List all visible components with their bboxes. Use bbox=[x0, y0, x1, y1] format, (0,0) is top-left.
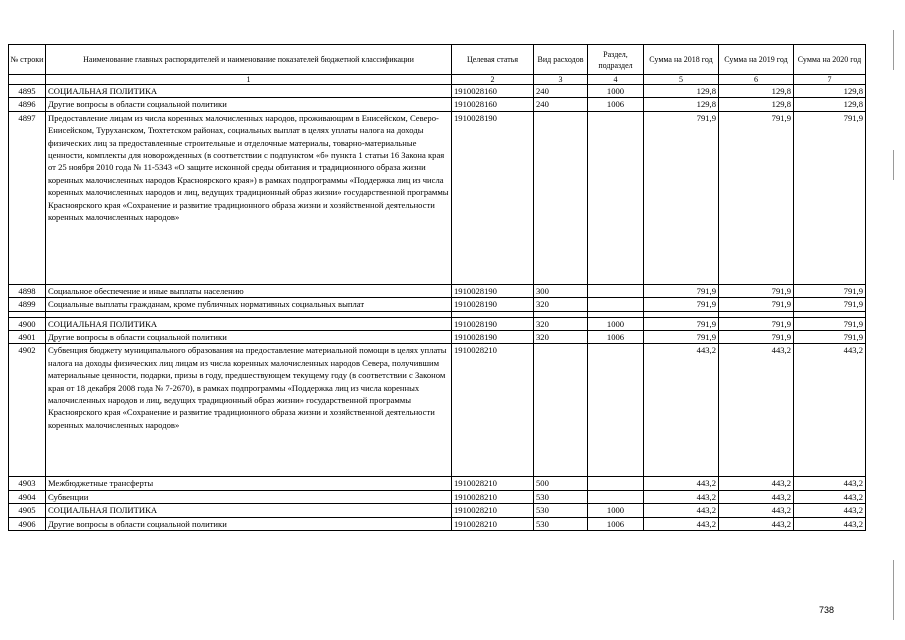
row-section: 1006 bbox=[588, 517, 644, 530]
row-section bbox=[588, 477, 644, 490]
row-sum-2019: 791,9 bbox=[719, 331, 794, 344]
row-number: 4900 bbox=[9, 317, 46, 330]
row-number: 4896 bbox=[9, 98, 46, 111]
row-sum-2018: 129,8 bbox=[644, 85, 719, 98]
row-sum-2018: 443,2 bbox=[644, 490, 719, 503]
row-sum-2018: 791,9 bbox=[644, 111, 719, 284]
row-expense-type: 320 bbox=[534, 331, 588, 344]
scan-edge-mark bbox=[893, 150, 894, 180]
row-sum-2019: 443,2 bbox=[719, 344, 794, 477]
column-number: 3 bbox=[534, 75, 588, 85]
row-number: 4898 bbox=[9, 284, 46, 297]
row-name: Другие вопросы в области социальной политики bbox=[46, 331, 452, 344]
row-name: СОЦИАЛЬНАЯ ПОЛИТИКА bbox=[46, 504, 452, 517]
row-sum-2018: 791,9 bbox=[644, 331, 719, 344]
row-sum-2018: 791,9 bbox=[644, 284, 719, 297]
row-section bbox=[588, 490, 644, 503]
row-name: Предоставление лицам из числа коренных малочисленных народов, проживающим в Енисейском, Северо-Енисейском, Туруханском, Тюхтетском районах, социальных выплат в целях уплаты налога на доходы физических лиц за предоставленные строительные и отделочные материалы, товарно-материальные ценности, комплекты для новорожденных (в соответствии с подпунктом «б» пункта 1 статьи 16 Закона края от 25 ноября 2010 года № 11-5343 «О защите исконной среды обитания и традиционного образа жизни коренных малочисленных народов Красноярского края») в рамках подпрограммы «Поддержка лиц из числа коренных малочисленных народов и лиц, ведущих традиционный образ жизни» государственной программы Красноярского края «Сохранение и развитие традиционного образа жизни и хозяйственной деятельности коренных малочисленных народов» bbox=[46, 111, 452, 284]
table-row bbox=[9, 517, 866, 530]
row-expense-type: 320 bbox=[534, 317, 588, 330]
row-name: Другие вопросы в области социальной политики bbox=[46, 98, 452, 111]
row-sum-2019: 791,9 bbox=[719, 298, 794, 311]
row-sum-2020: 443,2 bbox=[794, 344, 866, 477]
column-number-row bbox=[9, 75, 866, 85]
row-name: Социальные выплаты гражданам, кроме публичных нормативных социальных выплат bbox=[46, 298, 452, 311]
row-sum-2020: 443,2 bbox=[794, 517, 866, 530]
row-number: 4895 bbox=[9, 85, 46, 98]
row-section: 1006 bbox=[588, 331, 644, 344]
row-sum-2020: 791,9 bbox=[794, 317, 866, 330]
column-number: 1 bbox=[46, 75, 452, 85]
row-target: 1910028190 bbox=[452, 111, 534, 284]
scan-edge-mark bbox=[893, 560, 894, 620]
column-number: 2 bbox=[452, 75, 534, 85]
row-expense-type: 320 bbox=[534, 298, 588, 311]
header-expense-type: Вид расходов bbox=[534, 45, 588, 75]
row-section bbox=[588, 298, 644, 311]
row-target: 1910028190 bbox=[452, 298, 534, 311]
row-number: 4904 bbox=[9, 490, 46, 503]
row-sum-2020: 129,8 bbox=[794, 98, 866, 111]
row-target: 1910028210 bbox=[452, 477, 534, 490]
row-target: 1910028160 bbox=[452, 98, 534, 111]
row-name: Субвенции bbox=[46, 490, 452, 503]
table-row bbox=[9, 331, 866, 344]
row-name: Межбюджетные трансферты bbox=[46, 477, 452, 490]
header-sum-2019: Сумма на 2019 год bbox=[719, 45, 794, 75]
row-section: 1006 bbox=[588, 98, 644, 111]
row-sum-2018: 443,2 bbox=[644, 504, 719, 517]
row-expense-type: 530 bbox=[534, 517, 588, 530]
header-name: Наименование главных распорядителей и наименование показателей бюджетной классификации bbox=[46, 45, 452, 75]
row-section bbox=[588, 344, 644, 477]
row-expense-type: 530 bbox=[534, 504, 588, 517]
row-section: 1000 bbox=[588, 504, 644, 517]
row-target: 1910028210 bbox=[452, 504, 534, 517]
row-sum-2020: 791,9 bbox=[794, 331, 866, 344]
row-target: 1910028190 bbox=[452, 284, 534, 297]
row-sum-2019: 791,9 bbox=[719, 111, 794, 284]
table-row bbox=[9, 111, 866, 284]
table-row bbox=[9, 298, 866, 311]
row-name: СОЦИАЛЬНАЯ ПОЛИТИКА bbox=[46, 85, 452, 98]
row-sum-2018: 443,2 bbox=[644, 517, 719, 530]
row-sum-2019: 443,2 bbox=[719, 490, 794, 503]
row-sum-2020: 443,2 bbox=[794, 490, 866, 503]
row-sum-2019: 443,2 bbox=[719, 504, 794, 517]
row-sum-2019: 443,2 bbox=[719, 517, 794, 530]
table-row bbox=[9, 504, 866, 517]
row-sum-2019: 791,9 bbox=[719, 317, 794, 330]
table-row bbox=[9, 85, 866, 98]
row-section bbox=[588, 111, 644, 284]
scan-edge-mark bbox=[893, 30, 894, 70]
row-sum-2020: 791,9 bbox=[794, 284, 866, 297]
row-sum-2019: 129,8 bbox=[719, 85, 794, 98]
header-section: Раздел, подраздел bbox=[588, 45, 644, 75]
table-row bbox=[9, 317, 866, 330]
row-target: 1910028160 bbox=[452, 85, 534, 98]
row-name: Другие вопросы в области социальной политики bbox=[46, 517, 452, 530]
column-number: 7 bbox=[794, 75, 866, 85]
table-row bbox=[9, 490, 866, 503]
row-expense-type: 240 bbox=[534, 98, 588, 111]
row-expense-type bbox=[534, 111, 588, 284]
row-sum-2019: 443,2 bbox=[719, 477, 794, 490]
header-sum-2018: Сумма на 2018 год bbox=[644, 45, 719, 75]
header-target: Целевая статья bbox=[452, 45, 534, 75]
table-row bbox=[9, 98, 866, 111]
table-header-row bbox=[9, 45, 866, 75]
row-sum-2018: 443,2 bbox=[644, 344, 719, 477]
row-sum-2020: 443,2 bbox=[794, 477, 866, 490]
row-expense-type bbox=[534, 344, 588, 477]
row-sum-2020: 443,2 bbox=[794, 504, 866, 517]
row-sum-2018: 129,8 bbox=[644, 98, 719, 111]
row-name: Субвенция бюджету муниципального образования на предоставление материальной помощи в целях уплаты налога на доходы физических лиц лицам из числа коренных малочисленных народов Севера, получившим материальные ценности, подарки, призы в году, предшествующем текущему году (в соответствии с Законом края от 18 декабря 2008 года № 7-2670), в рамках подпрограммы «Поддержка лиц из числа коренных малочисленных народов и лиц, ведущих традиционный образ жизни» государственной программы Красноярского края «Сохранение и развитие традиционного образа жизни и хозяйственной деятельности коренных малочисленных народов» bbox=[46, 344, 452, 477]
row-number: 4899 bbox=[9, 298, 46, 311]
row-number: 4905 bbox=[9, 504, 46, 517]
header-row-no: № строки bbox=[9, 45, 46, 75]
row-sum-2018: 443,2 bbox=[644, 477, 719, 490]
header-sum-2020: Сумма на 2020 год bbox=[794, 45, 866, 75]
row-sum-2019: 129,8 bbox=[719, 98, 794, 111]
row-sum-2020: 129,8 bbox=[794, 85, 866, 98]
row-number: 4897 bbox=[9, 111, 46, 284]
row-target: 1910028210 bbox=[452, 517, 534, 530]
column-number: 6 bbox=[719, 75, 794, 85]
row-section bbox=[588, 284, 644, 297]
table-row bbox=[9, 284, 866, 297]
row-sum-2020: 791,9 bbox=[794, 298, 866, 311]
row-expense-type: 530 bbox=[534, 490, 588, 503]
page-number: 738 bbox=[819, 605, 835, 615]
budget-table bbox=[8, 44, 866, 531]
row-sum-2019: 791,9 bbox=[719, 284, 794, 297]
row-section: 1000 bbox=[588, 85, 644, 98]
row-expense-type: 500 bbox=[534, 477, 588, 490]
table-row bbox=[9, 477, 866, 490]
row-sum-2020: 791,9 bbox=[794, 111, 866, 284]
column-number: 4 bbox=[588, 75, 644, 85]
row-number: 4903 bbox=[9, 477, 46, 490]
row-expense-type: 240 bbox=[534, 85, 588, 98]
row-section: 1000 bbox=[588, 317, 644, 330]
row-sum-2018: 791,9 bbox=[644, 298, 719, 311]
row-name: СОЦИАЛЬНАЯ ПОЛИТИКА bbox=[46, 317, 452, 330]
row-number: 4901 bbox=[9, 331, 46, 344]
row-number: 4906 bbox=[9, 517, 46, 530]
row-target: 1910028190 bbox=[452, 317, 534, 330]
row-expense-type: 300 bbox=[534, 284, 588, 297]
row-number: 4902 bbox=[9, 344, 46, 477]
row-target: 1910028190 bbox=[452, 331, 534, 344]
column-number: 5 bbox=[644, 75, 719, 85]
table-row bbox=[9, 344, 866, 477]
row-target: 1910028210 bbox=[452, 490, 534, 503]
row-sum-2018: 791,9 bbox=[644, 317, 719, 330]
row-name: Социальное обеспечение и иные выплаты населению bbox=[46, 284, 452, 297]
row-target: 1910028210 bbox=[452, 344, 534, 477]
